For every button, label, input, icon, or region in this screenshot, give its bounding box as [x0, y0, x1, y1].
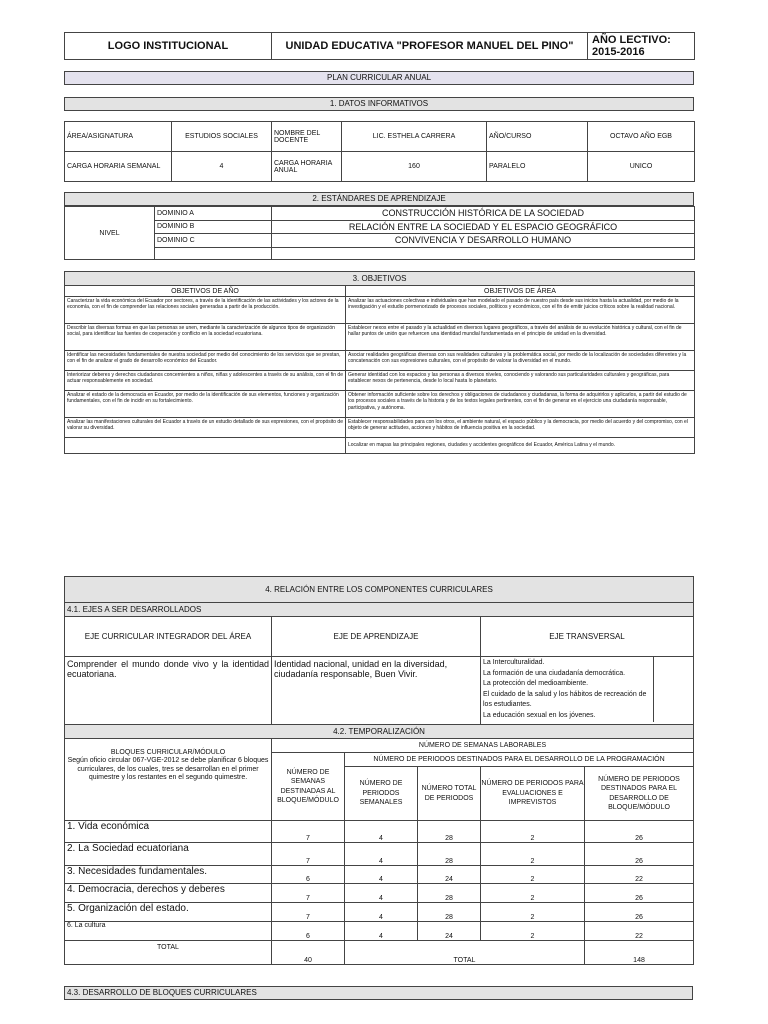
- domain-a-value: CONSTRUCCIÓN HISTÓRICA DE LA SOCIEDAD: [272, 207, 695, 221]
- blocks-note: Según oficio circular 067-VGE-2012 se debe planificar 6 bloques curriculares, de los cuales, tres se desarrollan en el primer quimestre y los restantes en el segundo quimestre.: [67, 757, 269, 782]
- course-label: AÑO/CURSO: [487, 122, 588, 152]
- block-eval-periods: 2: [481, 903, 585, 922]
- block-eval-periods: 2: [481, 922, 585, 941]
- col-dev-periods-header: NÚMERO DE PERIODOS DESTINADOS PARA EL DESARROLLO DE BLOQUE/MÓDULO: [585, 767, 694, 821]
- block-weekly-periods: 4: [345, 821, 418, 843]
- block-eval-periods: 2: [481, 866, 585, 884]
- block-dev-periods: 26: [585, 903, 694, 922]
- col-weekly-periods-header: NÚMERO DE PERIODOS SEMANALES: [345, 767, 418, 821]
- block-name: 2. La Sociedad ecuatoriana: [65, 843, 272, 866]
- info-table: [64, 121, 695, 182]
- axis-transversal-value: [481, 657, 694, 725]
- block-total-periods: 28: [418, 821, 481, 843]
- block-dev-periods: 26: [585, 843, 694, 866]
- axis-learning-header: EJE DE APRENDIZAJE: [272, 617, 481, 657]
- domain-b-label: DOMINIO B: [155, 220, 272, 234]
- block-dev-periods: 26: [585, 821, 694, 843]
- year-objectives-header: OBJETIVOS DE AÑO: [65, 286, 346, 297]
- table-row: [65, 843, 694, 866]
- axis-area-value: Comprender el mundo donde vivo y la identidad ecuatoriana.: [65, 657, 272, 725]
- block-total-periods: 24: [418, 866, 481, 884]
- section3-title: 3. OBJETIVOS: [65, 272, 695, 286]
- plan-title: PLAN CURRICULAR ANUAL: [64, 71, 694, 85]
- domain-c-value: CONVIVENCIA Y DESARROLLO HUMANO: [272, 234, 695, 248]
- block-total-periods: 24: [418, 922, 481, 941]
- area-value: ESTUDIOS SOCIALES: [172, 122, 272, 152]
- block-dev-periods: 22: [585, 866, 694, 884]
- standards-table: [64, 206, 695, 260]
- block-name: 6. La cultura: [65, 922, 272, 941]
- table-row: [65, 922, 694, 941]
- logo-placeholder: LOGO INSTITUCIONAL: [65, 33, 272, 60]
- weekly-hours-label: CARGA HORARIA SEMANAL: [65, 152, 172, 182]
- area-objectives-header: OBJETIVOS DE ÁREA: [346, 286, 695, 297]
- block-name: 3. Necesidades fundamentales.: [65, 866, 272, 884]
- total-dev-periods: 148: [585, 941, 694, 965]
- subsection-4-3-title: 4.3. DESARROLLO DE BLOQUES CURRICULARES: [64, 986, 693, 1000]
- block-name: 4. Democracia, derechos y deberes: [65, 884, 272, 903]
- weekly-hours-value: 4: [172, 152, 272, 182]
- annual-hours-value: 160: [342, 152, 487, 182]
- school-name: UNIDAD EDUCATIVA "PROFESOR MANUEL DEL PINO": [272, 33, 588, 60]
- year-objective: Analizar las manifestaciones culturales del Ecuador a través de un estudio detallado de sus expresiones, con el propósito de valorar su diversidad.: [65, 418, 346, 438]
- block-weeks: 7: [272, 884, 345, 903]
- block-name: 1. Vida económica: [65, 821, 272, 843]
- year-objective: Interiorizar deberes y derechos ciudadanos concernientes a niños, niñas y adolescentes a través de su análisis, con el fin de actuar responsablemente en sociedad.: [65, 371, 346, 391]
- year-objective: [65, 438, 346, 454]
- area-label: ÁREA/ASIGNATURA: [65, 122, 172, 152]
- subsection-4-1-title: 4.1. EJES A SER DESARROLLADOS: [65, 603, 694, 617]
- blocks-header: [65, 739, 272, 821]
- list-item: La formación de una ciudadanía democrática.: [483, 669, 626, 677]
- subsection-4-2-title: 4.2. TEMPORALIZACIÓN: [65, 725, 694, 739]
- area-objective: Generar identidad con los espacios y las personas a diversos niveles, conociendo y valorando sus particularidades culturales y geográficas, para establecer nexos de pertenencia, desde lo local hasta lo planetario.: [346, 371, 695, 391]
- periods-title: NÚMERO DE PERIODOS DESTINADOS PARA EL DESARROLLO DE LA PROGRAMACIÓN: [345, 753, 694, 767]
- section1-title: 1. DATOS INFORMATIVOS: [64, 97, 694, 111]
- domain-c-label: DOMINIO C: [155, 234, 272, 248]
- year-objective: Identificar las necesidades fundamentales de nuestra sociedad por medio del conocimiento de los servicios que se prestan, con el fin de analizar el grado de desarrollo económico del Ecuador.: [65, 351, 346, 371]
- block-weekly-periods: 4: [345, 922, 418, 941]
- col-eval-periods-header: NÚMERO DE PERIODOS PARA EVALUACIONES E IMPREVISTOS: [481, 767, 585, 821]
- school-year: [588, 33, 695, 60]
- axis-learning-value: Identidad nacional, unidad en la diversidad, ciudadanía responsable, Buen Vivir.: [272, 657, 481, 725]
- table-row: [65, 821, 694, 843]
- total-label: TOTAL: [65, 941, 272, 965]
- area-objective: Localizar en mapas las principales regiones, ciudades y accidentes geográficos del Ecuador, América Latina y el mundo.: [346, 438, 695, 454]
- block-eval-periods: 2: [481, 821, 585, 843]
- axis-area-header: EJE CURRICULAR INTEGRADOR DEL ÁREA: [65, 617, 272, 657]
- block-name: 5. Organización del estado.: [65, 903, 272, 922]
- domain-b-value: RELACIÓN ENTRE LA SOCIEDAD Y EL ESPACIO GEOGRÁFICO: [272, 220, 695, 234]
- block-eval-periods: 2: [481, 884, 585, 903]
- area-objective: Asociar realidades geográficas diversas con sus realidades culturales y la problemática social, por medio de la localización de sociedades diferentes y la concatenación con sus expresiones culturales, con el propósito de valorar la diversidad en el mundo.: [346, 351, 695, 371]
- block-weeks: 7: [272, 843, 345, 866]
- empty-cell: [653, 657, 691, 722]
- teacher-value: LIC. ESTHELA CARRERA: [342, 122, 487, 152]
- list-item: La protección del medioambiente.: [483, 680, 589, 687]
- year-objective: Analizar el estado de la democracia en Ecuador, por medio de la identificación de sus elementos, funciones y organización fundamentales, con el fin de incidir en su fortalecimiento.: [65, 391, 346, 418]
- teacher-label: NOMBRE DEL DOCENTE: [272, 122, 342, 152]
- block-weeks: 7: [272, 821, 345, 843]
- school-year-value: 2015-2016: [592, 46, 645, 58]
- list-item: La Interculturalidad.: [483, 659, 545, 666]
- block-weeks: 6: [272, 866, 345, 884]
- area-objective: Establecer responsabilidades para con los otros, el ambiente natural, el espacio público y la democracia, por medio del acuerdo y del compromiso, con el objeto de generar actitudes, acciones y hábitos de influencia positiva en la sociedad.: [346, 418, 695, 438]
- section2-title: 2. ESTÁNDARES DE APRENDIZAJE: [64, 192, 694, 206]
- block-eval-periods: 2: [481, 843, 585, 866]
- list-item: El cuidado de la salud y los hábitos de recreación de los estudiantes.: [483, 690, 647, 708]
- section4-title: 4. RELACIÓN ENTRE LOS COMPONENTES CURRICULARES: [65, 577, 694, 603]
- parallel-label: PARALELO: [487, 152, 588, 182]
- empty-cell: [155, 247, 272, 260]
- totals-row: [65, 941, 694, 965]
- block-weekly-periods: 4: [345, 903, 418, 922]
- block-dev-periods: 26: [585, 884, 694, 903]
- total-label-periods: TOTAL: [345, 941, 585, 965]
- year-objective: Describir las diversas formas en que las personas se unen, mediante la caracterización de algunos tipos de organización social, para identificar las fuentes de cooperación y conflicto en la sociedad ecuatoriana.: [65, 324, 346, 351]
- table-row: [65, 903, 694, 922]
- transversal-list: [483, 658, 653, 721]
- course-value: OCTAVO AÑO EGB: [588, 122, 695, 152]
- block-total-periods: 28: [418, 903, 481, 922]
- area-objective: Establecer nexos entre el pasado y la actualidad en diversos lugares geográficos, a través del análisis de su evolución histórica y cultural, con el fin de hallar puntos de unión que refuercen una identidad mundial fundamentada en el principio de unidad en la diversidad.: [346, 324, 695, 351]
- level-label: NIVEL: [65, 207, 155, 260]
- year-objective: Caracterizar la vida económica del Ecuador por sectores, a través de la identificación de las actividades y los actores de la economía, con el fin de comprender las relaciones sociales generadas a partir de la producción.: [65, 297, 346, 324]
- weeks-title: NÚMERO DE SEMANAS LABORABLES: [272, 739, 694, 753]
- annual-hours-label: CARGA HORARIA ANUAL: [272, 152, 342, 182]
- table-row: [65, 884, 694, 903]
- block-total-periods: 28: [418, 884, 481, 903]
- empty-cell: [272, 247, 695, 260]
- col-weeks-header: NÚMERO DE SEMANAS DESTINADAS AL BLOQUE/MÓDULO: [272, 753, 345, 821]
- school-year-label: AÑO LECTIVO:: [592, 33, 671, 46]
- block-dev-periods: 22: [585, 922, 694, 941]
- block-weekly-periods: 4: [345, 884, 418, 903]
- header-table: [64, 32, 695, 60]
- axis-transversal-header: EJE TRANSVERSAL: [481, 617, 694, 657]
- total-weeks: 40: [272, 941, 345, 965]
- list-item: La educación sexual en los jóvenes.: [483, 711, 596, 719]
- table-row: [65, 866, 694, 884]
- block-weeks: 7: [272, 903, 345, 922]
- area-objective: Obtener información suficiente sobre los derechos y obligaciones de ciudadanos y ciudadanas, la forma de adquirirlos y aplicarlos, a partir del estudio de los procesos sociales a través de la historia y de los textos legales pertinentes, con el fin de generar en el ejercicio una ciudadanía responsable, participativa, y autónoma.: [346, 391, 695, 418]
- objectives-table: [64, 271, 695, 454]
- area-objective: Analizar las actuaciones colectivas e individuales que han modelado el pasado de nuestro país desde sus inicios hasta la actualidad, por medio de la investigación y el estudio pormenorizado de procesos sociales, políticos y económicos, con el fin de emitir juicios críticos sobre la realidad nacional.: [346, 297, 695, 324]
- block-weekly-periods: 4: [345, 866, 418, 884]
- block-weekly-periods: 4: [345, 843, 418, 866]
- curriculum-table: [64, 576, 694, 965]
- block-total-periods: 28: [418, 843, 481, 866]
- block-weeks: 6: [272, 922, 345, 941]
- col-total-periods-header: NÚMERO TOTAL DE PERIODOS: [418, 767, 481, 821]
- blocks-title: BLOQUES CURRICULAR/MÓDULO: [110, 749, 226, 756]
- domain-a-label: DOMINIO A: [155, 207, 272, 221]
- parallel-value: UNICO: [588, 152, 695, 182]
